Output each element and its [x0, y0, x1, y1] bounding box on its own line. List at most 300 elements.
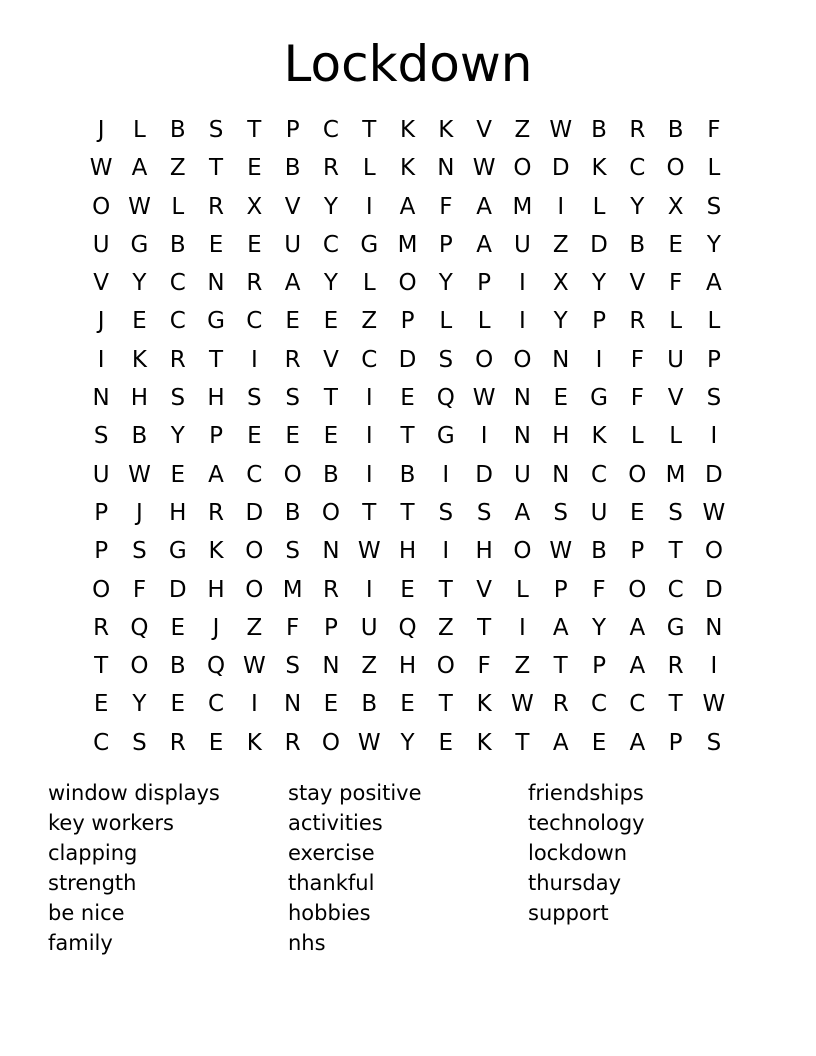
grid-row [82, 417, 734, 455]
grid-cell: A [476, 193, 492, 220]
grid-cell: F [439, 193, 453, 220]
grid-cell: T [438, 576, 453, 603]
grid-cell: R [208, 193, 225, 220]
grid-cell: E [400, 385, 415, 412]
grid-cell: I [365, 385, 373, 412]
word-list-item: stay positive [288, 781, 422, 805]
grid-cell: N [207, 270, 225, 297]
grid-cell: I [365, 576, 373, 603]
grid-cell: W [549, 117, 573, 143]
grid-cell: J [212, 614, 220, 641]
grid-cell: N [513, 423, 532, 450]
grid-row [82, 341, 734, 379]
grid-cell: T [209, 346, 224, 373]
grid-cell: O [321, 729, 340, 756]
word-column [48, 778, 288, 958]
grid-cell: W [128, 461, 151, 488]
word-list-item: technology [528, 811, 645, 835]
grid-row [82, 724, 734, 762]
grid-cell: L [362, 155, 376, 182]
grid-cell: C [93, 729, 110, 756]
grid-cell: R [629, 117, 646, 143]
grid-cell: B [169, 231, 186, 258]
grid-cell: R [246, 270, 263, 297]
page-title: Lockdown [283, 35, 533, 93]
grid-cell: Y [170, 423, 185, 450]
grid-cell: B [591, 117, 607, 143]
grid-cell: G [590, 385, 608, 412]
grid-cell: K [131, 346, 147, 373]
grid-cell: S [438, 499, 454, 526]
grid-cell: E [93, 691, 109, 718]
grid-cell: N [322, 653, 340, 680]
grid-cell: N [552, 461, 570, 488]
grid-cell: R [322, 155, 339, 182]
grid-cell: Z [169, 155, 186, 182]
grid-cell: S [285, 385, 300, 412]
grid-cell: T [400, 499, 415, 526]
grid-cell: F [707, 117, 721, 143]
word-list-item: thankful [288, 871, 375, 895]
grid-cell: S [170, 385, 186, 412]
grid-cell: P [209, 423, 223, 450]
grid-cell: K [476, 691, 492, 718]
grid-cell: R [169, 346, 186, 373]
grid-cell: C [246, 461, 263, 488]
grid-cell: B [169, 117, 186, 143]
grid-cell: V [93, 270, 110, 297]
grid-cell: P [477, 270, 492, 297]
grid-cell: T [400, 423, 415, 450]
grid-cell: L [439, 308, 453, 335]
grid-cell: B [323, 461, 339, 488]
grid-cell: V [323, 346, 339, 373]
grid-cell: A [552, 729, 569, 756]
grid-cell: L [707, 155, 721, 182]
grid-cell: A [514, 499, 531, 526]
grid-cell: R [169, 729, 186, 756]
grid-cell: R [93, 614, 110, 641]
grid-cell: L [707, 308, 721, 335]
grid-row [82, 379, 734, 417]
grid-cell: O [628, 461, 647, 488]
grid-cell: E [323, 423, 339, 450]
word-list-item: hobbies [288, 901, 371, 925]
grid-cell: T [553, 653, 568, 680]
grid-cell: B [591, 538, 607, 565]
grid-cell: F [630, 346, 644, 373]
grid-cell: A [706, 270, 722, 297]
grid-cell: N [552, 346, 570, 373]
grid-cell: V [629, 270, 646, 297]
grid-cell: K [246, 729, 262, 756]
grid-cell: A [284, 270, 301, 297]
grid-cell: D [398, 346, 417, 373]
grid-cell: T [362, 117, 377, 143]
grid-cell: E [208, 729, 224, 756]
grid-cell: S [247, 385, 262, 412]
grid-row [82, 532, 734, 570]
grid-cell: O [436, 653, 455, 680]
grid-cell: Y [323, 193, 338, 220]
grid-cell: L [669, 423, 683, 450]
grid-cell: R [667, 653, 684, 680]
grid-cell: E [438, 729, 454, 756]
word-list-item: support [528, 901, 609, 925]
grid-cell: X [246, 193, 263, 220]
grid-cell: Q [206, 653, 226, 680]
grid-cell: F [286, 614, 300, 641]
grid-cell: U [92, 461, 110, 488]
grid-cell: U [284, 231, 302, 258]
word-list-item: thursday [528, 871, 622, 895]
grid-row [82, 226, 734, 264]
grid-cell: G [130, 231, 149, 258]
grid-cell: W [702, 691, 726, 718]
grid-cell: O [704, 538, 723, 565]
grid-cell: U [590, 499, 608, 526]
grid-cell: B [169, 653, 186, 680]
grid-cell: Z [361, 308, 378, 335]
grid-cell: B [667, 117, 684, 143]
grid-cell: Z [514, 117, 531, 143]
grid-cell: K [399, 117, 416, 143]
grid-cell: Y [438, 270, 453, 297]
grid-cell: K [476, 729, 492, 756]
grid-cell: D [705, 461, 723, 488]
grid-cell: C [361, 346, 378, 373]
grid-cell: L [592, 193, 606, 220]
grid-row [82, 609, 734, 647]
grid-cell: D [705, 576, 723, 603]
grid-cell: W [472, 155, 496, 182]
grid-cell: E [323, 308, 339, 335]
grid-cell: O [513, 538, 532, 565]
grid-cell: V [476, 117, 492, 143]
grid-cell: C [590, 691, 608, 718]
grid-cell: H [552, 423, 570, 450]
grid-cell: P [668, 729, 683, 756]
grid-cell: O [245, 576, 264, 603]
grid-cell: B [361, 691, 378, 718]
grid-cell: K [591, 155, 607, 182]
word-list-item: strength [48, 871, 137, 895]
grid-cell: T [515, 729, 530, 756]
grid-row [82, 456, 734, 494]
grid-cell: S [668, 499, 683, 526]
grid-cell: N [513, 385, 532, 412]
grid-cell: M [282, 576, 303, 603]
grid-cell: C [629, 691, 646, 718]
grid-cell: T [477, 614, 492, 641]
grid-cell: D [590, 231, 608, 258]
grid-cell: O [475, 346, 494, 373]
word-column [528, 778, 768, 958]
grid-cell: I [365, 193, 373, 220]
grid-cell: C [246, 308, 263, 335]
word-list-item: window displays [48, 781, 220, 805]
grid-row [82, 685, 734, 723]
grid-cell: J [136, 499, 143, 526]
grid-cell: F [132, 576, 147, 603]
grid-cell: T [438, 691, 453, 718]
grid-cell: D [245, 499, 264, 526]
grid-cell: Y [400, 729, 415, 756]
grid-cell: T [247, 117, 262, 143]
grid-cell: Z [437, 614, 454, 641]
grid-cell: C [322, 231, 339, 258]
grid-cell: L [477, 308, 491, 335]
grid-cell: H [398, 653, 417, 680]
grid-cell: E [400, 691, 415, 718]
grid-cell: Y [132, 270, 147, 297]
grid-cell: V [284, 193, 301, 220]
grid-row [82, 571, 734, 609]
grid-cell: W [472, 385, 496, 412]
grid-cell: A [399, 193, 416, 220]
grid-cell: T [668, 691, 683, 718]
grid-cell: Q [398, 614, 417, 641]
grid-cell: W [128, 193, 151, 220]
grid-cell: S [706, 385, 722, 412]
grid-cell: R [208, 499, 225, 526]
grid-row [82, 188, 734, 226]
grid-cell: F [668, 270, 683, 297]
grid-cell: S [93, 423, 109, 450]
grid-cell: N [284, 691, 302, 718]
grid-cell: S [132, 729, 147, 756]
grid-cell: G [207, 308, 225, 335]
grid-cell: U [92, 231, 110, 258]
grid-cell: D [475, 461, 493, 488]
grid-cell: R [284, 346, 301, 373]
grid-cell: Z [246, 614, 263, 641]
grid-cell: H [398, 538, 417, 565]
grid-cell: S [553, 499, 569, 526]
grid-cell: W [357, 538, 381, 565]
grid-cell: P [592, 308, 606, 335]
grid-cell: I [519, 308, 526, 335]
grid-cell: I [365, 423, 373, 450]
grid-cell: T [209, 155, 224, 182]
grid-cell: W [511, 691, 534, 718]
grid-cell: E [553, 385, 568, 412]
grid-cell: O [321, 499, 340, 526]
grid-cell: A [552, 614, 569, 641]
grid-cell: O [130, 653, 149, 680]
grid-cell: P [94, 538, 109, 565]
word-list-item: friendships [528, 781, 644, 805]
grid-cell: C [208, 691, 225, 718]
grid-cell: M [397, 231, 418, 258]
grid-cell: O [283, 461, 302, 488]
grid-cell: Z [514, 653, 531, 680]
grid-cell: E [668, 231, 683, 258]
grid-cell: L [133, 117, 146, 143]
grid-cell: F [592, 576, 606, 603]
grid-cell: I [97, 346, 105, 373]
word-list-item: clapping [48, 841, 138, 865]
grid-row [82, 302, 734, 340]
grid-row [82, 111, 734, 149]
grid-cell: Y [553, 308, 568, 335]
grid-row [82, 264, 734, 302]
grid-cell: L [669, 308, 683, 335]
grid-cell: S [438, 346, 454, 373]
grid-cell: I [442, 461, 450, 488]
grid-cell: H [130, 385, 149, 412]
grid-cell: K [399, 155, 416, 182]
grid-cell: M [512, 193, 533, 220]
grid-cell: T [94, 653, 109, 680]
grid-cell: I [710, 423, 718, 450]
grid-cell: M [665, 461, 686, 488]
grid-cell: G [666, 614, 685, 641]
word-list-item: activities [288, 811, 383, 835]
grid-cell: R [552, 691, 569, 718]
grid-cell: F [630, 385, 644, 412]
grid-cell: T [323, 385, 338, 412]
grid-cell: H [207, 385, 225, 412]
grid-cell: P [630, 538, 645, 565]
grid-cell: Y [591, 270, 607, 297]
grid-cell: G [168, 538, 187, 565]
grid-cell: P [285, 117, 300, 143]
grid-cell: W [357, 729, 381, 756]
grid-cell: Y [323, 270, 338, 297]
grid-cell: N [92, 385, 110, 412]
grid-cell: O [513, 155, 532, 182]
grid-cell: P [706, 346, 721, 373]
grid-cell: Q [436, 385, 455, 412]
grid-cell: A [629, 614, 646, 641]
grid-row [82, 149, 734, 187]
grid-cell: O [92, 576, 111, 603]
grid-cell: C [629, 155, 646, 182]
grid-cell: S [706, 193, 722, 220]
grid-cell: L [516, 576, 529, 603]
grid-cell: I [519, 270, 526, 297]
grid-cell: O [398, 270, 417, 297]
grid-cell: C [169, 270, 186, 297]
grid-cell: E [132, 308, 147, 335]
grid-cell: I [519, 614, 526, 641]
grid-cell: E [170, 461, 186, 488]
grid-cell: I [595, 346, 603, 373]
grid-row [82, 647, 734, 685]
grid-cell: R [322, 576, 339, 603]
grid-cell: K [208, 538, 224, 565]
word-list-item: be nice [48, 901, 125, 925]
grid-cell: D [168, 576, 187, 603]
grid-cell: P [592, 653, 606, 680]
grid-cell: I [250, 346, 258, 373]
grid-cell: T [668, 538, 683, 565]
grid-cell: G [360, 231, 379, 258]
grid-cell: C [169, 308, 186, 335]
grid-cell: A [629, 653, 646, 680]
grid-cell: N [322, 538, 340, 565]
grid-cell: I [557, 193, 565, 220]
grid-cell: K [438, 117, 454, 143]
grid-cell: A [131, 155, 148, 182]
grid-cell: K [591, 423, 607, 450]
grid-cell: W [89, 155, 113, 182]
grid-cell: O [666, 155, 685, 182]
grid-cell: N [437, 155, 455, 182]
grid-cell: V [667, 385, 684, 412]
grid-cell: S [285, 538, 300, 565]
grid-cell: Y [132, 691, 147, 718]
grid-cell: E [170, 691, 186, 718]
grid-cell: C [667, 576, 684, 603]
grid-cell: W [242, 653, 266, 680]
grid-cell: O [245, 538, 264, 565]
grid-cell: E [247, 155, 262, 182]
grid-cell: A [476, 231, 492, 258]
grid-cell: W [702, 499, 726, 526]
grid-cell: I [480, 423, 488, 450]
grid-cell: Y [591, 614, 607, 641]
grid-cell: S [285, 653, 300, 680]
grid-cell: J [97, 117, 105, 143]
grid-cell: R [284, 729, 301, 756]
grid-cell: E [208, 231, 224, 258]
grid-cell: V [476, 576, 492, 603]
grid-cell: U [513, 231, 531, 258]
grid-cell: O [92, 193, 111, 220]
grid-cell: E [247, 231, 262, 258]
grid-cell: B [131, 423, 148, 450]
grid-cell: I [365, 461, 373, 488]
grid-cell: U [513, 461, 531, 488]
grid-cell: E [170, 614, 186, 641]
grid-row [82, 494, 734, 532]
grid-cell: J [97, 308, 105, 335]
grid-cell: G [436, 423, 455, 450]
grid-cell: X [552, 270, 569, 297]
word-list-item: family [48, 931, 113, 955]
grid-cell: E [247, 423, 262, 450]
grid-cell: I [250, 691, 258, 718]
grid-cell: P [94, 499, 109, 526]
grid-cell: B [399, 461, 416, 488]
grid-cell: T [362, 499, 377, 526]
grid-cell: U [667, 346, 685, 373]
word-list [48, 778, 788, 958]
grid-cell: E [323, 691, 339, 718]
grid-cell: W [549, 538, 573, 565]
grid-cell: Z [361, 653, 378, 680]
grid-cell: P [438, 231, 453, 258]
grid-cell: Y [630, 193, 645, 220]
grid-cell: B [284, 155, 301, 182]
word-list-item: lockdown [528, 841, 628, 865]
grid-cell: O [513, 346, 532, 373]
grid-cell: X [667, 193, 684, 220]
grid-cell: S [208, 117, 224, 143]
grid-cell: A [629, 729, 646, 756]
grid-cell: E [285, 308, 300, 335]
grid-cell: Y [706, 231, 721, 258]
grid-cell: H [169, 499, 187, 526]
grid-cell: E [591, 729, 607, 756]
grid-cell: E [630, 499, 645, 526]
grid-cell: A [208, 461, 224, 488]
grid-cell: S [476, 499, 492, 526]
grid-cell: C [590, 461, 608, 488]
grid-cell: P [553, 576, 568, 603]
